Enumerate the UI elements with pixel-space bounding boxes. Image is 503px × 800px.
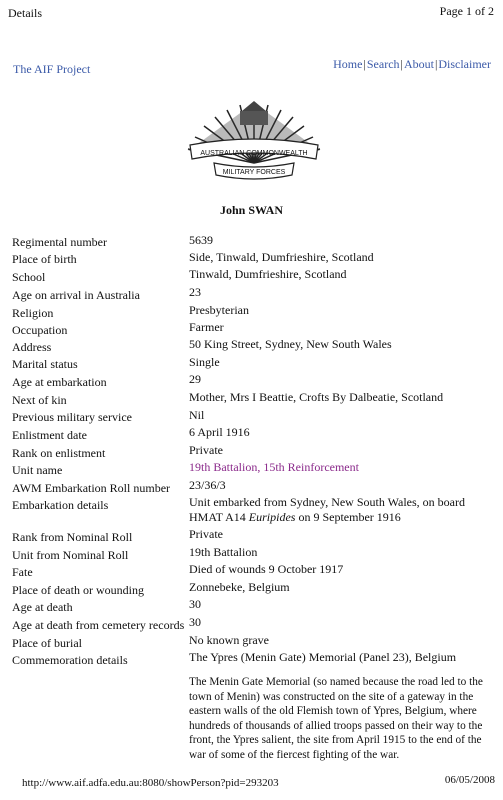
field-value: Zonnebeke, Belgium <box>189 580 290 594</box>
site-title[interactable]: The AIF Project <box>13 62 91 76</box>
print-footer-url: http://www.aif.adfa.edu.au:8080/showPerson?pid=293203 <box>22 777 279 789</box>
field-value: Private <box>189 527 223 541</box>
nav-separator: | <box>400 57 403 71</box>
field-label: Age at embarkation <box>12 375 107 389</box>
field-value: The Ypres (Menin Gate) Memorial (Panel 23), Belgium <box>189 650 457 664</box>
field-value: 6 April 1916 <box>189 425 250 439</box>
field-label: Place of burial <box>12 636 82 650</box>
field-label: Marital status <box>12 357 78 371</box>
field-value: Farmer <box>189 320 224 334</box>
field-label: Next of kin <box>12 393 67 407</box>
nav-disclaimer-link[interactable]: Disclaimer <box>438 57 491 71</box>
nav-home-link[interactable]: Home <box>333 57 363 71</box>
embarkation-ship-prefix: HMAT A14 <box>189 510 249 524</box>
field-label: Religion <box>12 306 54 320</box>
field-label: Previous military service <box>12 410 132 424</box>
field-label: Commemoration details <box>12 653 128 667</box>
field-value: Tinwald, Dumfrieshire, Scotland <box>189 267 347 281</box>
field-label: Age at death from cemetery records <box>12 618 185 632</box>
field-value: Single <box>189 355 220 369</box>
soldier-name: John SWAN <box>219 203 284 217</box>
field-value: 19th Battalion <box>189 545 258 559</box>
field-value: Mother, Mrs I Beattie, Crofts By Dalbeatie, Scotland <box>189 390 444 404</box>
field-label: Unit from Nominal Roll <box>12 548 129 562</box>
field-label: Place of death or wounding <box>12 583 144 597</box>
field-value: 23 <box>189 285 201 299</box>
badge-ribbon-top: AUSTRALIAN COMMONWEALTH <box>200 150 308 157</box>
field-value: No known grave <box>189 633 269 647</box>
field-label: Rank on enlistment <box>12 446 106 460</box>
field-value: Unit embarked from Sydney, New South Wales, on board <box>189 495 465 509</box>
field-label: Fate <box>12 565 33 579</box>
field-value: Side, Tinwald, Dumfrieshire, Scotland <box>189 250 374 264</box>
field-label: Regimental number <box>12 235 107 249</box>
field-label: Embarkation details <box>12 498 109 512</box>
field-value: 5639 <box>189 233 213 247</box>
field-value: Presbyterian <box>189 303 249 317</box>
field-label: Age at death <box>12 600 73 614</box>
field-value: Private <box>189 443 223 457</box>
embarkation-date-suffix: on 9 September 1916 <box>295 510 401 524</box>
field-label: AWM Embarkation Roll number <box>12 481 171 495</box>
field-value: Died of wounds 9 October 1917 <box>189 562 344 576</box>
field-label: Unit name <box>12 463 63 477</box>
field-label: Occupation <box>12 323 68 337</box>
print-header-page: Page 1 of 2 <box>439 4 494 18</box>
ship-name: Euripides <box>248 510 296 524</box>
field-label: Rank from Nominal Roll <box>12 530 133 544</box>
field-label: Age on arrival in Australia <box>12 288 140 302</box>
memorial-description: The Menin Gate Memorial (so named because the road led to the town of Menin) was constructed on the site of a gateway in the eastern walls of the old Flemish town of Ypres, Belgium, where hundreds of thousands of allied troops passed on their way to the front, the Ypres salient, the site from April 1915 to the end of the war of some of the fiercest fighting of the war. <box>189 676 483 761</box>
unit-name-link[interactable]: 19th Battalion, 15th Reinforcement <box>189 460 359 474</box>
nav-search-link[interactable]: Search <box>366 57 400 71</box>
field-value: Nil <box>189 408 205 422</box>
field-label: Enlistment date <box>12 428 87 442</box>
field-value: 23/36/3 <box>189 478 226 492</box>
field-value: 30 <box>189 597 201 611</box>
field-label: Place of birth <box>12 252 77 266</box>
field-value-continued <box>189 510 401 525</box>
field-label: Address <box>12 340 52 354</box>
print-header-title: Details <box>8 6 42 20</box>
print-footer-date: 06/05/2008 <box>444 774 495 786</box>
field-value: 29 <box>189 372 201 386</box>
nav-about-link[interactable]: About <box>403 57 434 71</box>
badge-ribbon-bottom: MILITARY FORCES <box>222 169 286 176</box>
nav-separator: | <box>363 57 366 71</box>
field-label: School <box>12 270 46 284</box>
nav-separator: | <box>434 57 438 71</box>
field-value: 50 King Street, Sydney, New South Wales <box>189 337 392 351</box>
field-value: 30 <box>189 615 201 629</box>
